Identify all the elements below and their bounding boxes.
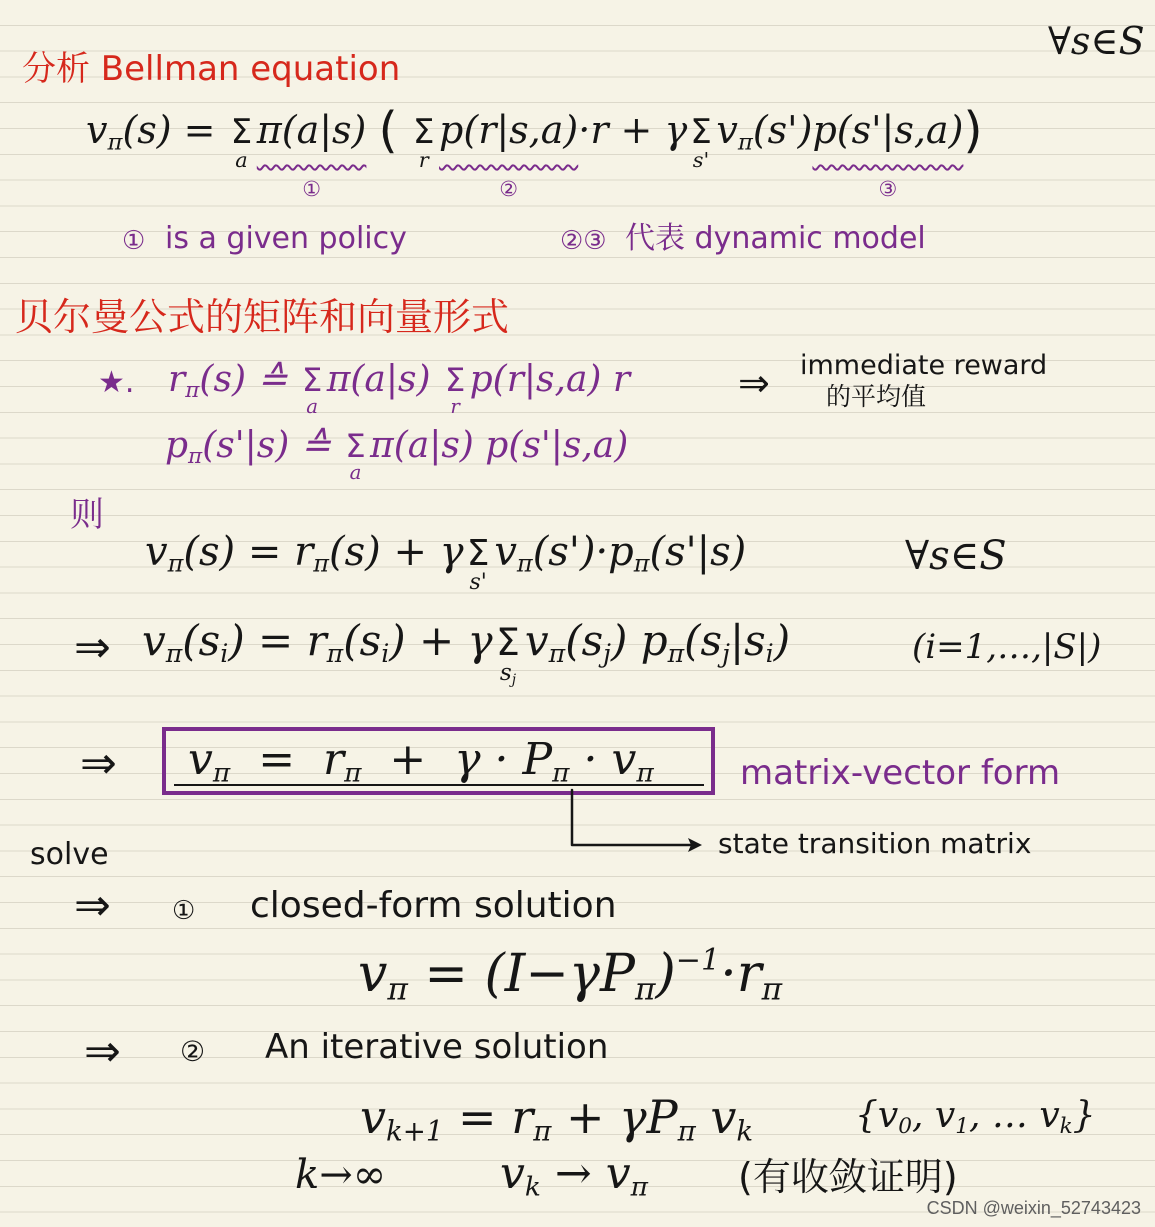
implies-arrow-icon: ⇒ [74, 622, 111, 673]
math-text: {v [855, 1095, 899, 1136]
math-text: ) [655, 944, 676, 1004]
section-title-matrix-form: 贝尔曼公式的矩阵和向量形式 [15, 295, 510, 339]
summation-index: r [418, 147, 429, 172]
math-subscript: i [220, 639, 229, 669]
summation [496, 620, 520, 689]
math-text: v [142, 616, 166, 665]
math-subscript: π [387, 971, 408, 1008]
summation-sign: Σ [345, 427, 366, 465]
summation [230, 112, 253, 172]
summation-sign: Σ [412, 112, 435, 153]
state-transition-matrix-label: state transition matrix [718, 827, 1032, 860]
math-text: (s) + γ [328, 529, 464, 575]
big-parenthesis: ( [378, 101, 398, 159]
math-text: } [1072, 1095, 1096, 1136]
math-subscript: k+1 [386, 1114, 444, 1148]
summation [301, 361, 323, 418]
math-subscript: π [107, 129, 123, 156]
section-title-bellman-analysis: 分析 Bellman equation [22, 49, 401, 89]
note-model-text: 代表 dynamic model [625, 221, 926, 256]
math-text: + γP [551, 1090, 678, 1144]
note-policy-text: is a given policy [165, 221, 407, 256]
math-text: = r [443, 1090, 534, 1144]
math-text: (s [343, 616, 382, 665]
implies-arrow-icon: ⇒ [84, 1026, 121, 1077]
math-subscript: k [524, 1171, 541, 1203]
summation-sign: Σ [444, 361, 466, 399]
math-subscript: π [630, 1171, 648, 1203]
math-text: , v [912, 1095, 956, 1136]
implies-arrow-icon: ⇒ [74, 880, 111, 931]
math-subscript: j [603, 639, 611, 669]
summation [444, 361, 466, 418]
matrix-vector-form-label: matrix-vector form [740, 753, 1061, 793]
math-subscript: 0 [898, 1114, 912, 1140]
then-label: 则 [70, 495, 104, 535]
math-subscript: j [511, 672, 517, 689]
math-subscript: π [737, 129, 753, 156]
note-model-numbers: ②③ [560, 226, 607, 256]
summation-index: r [450, 394, 460, 418]
big-parenthesis: ) [963, 101, 983, 159]
math-subscript: π [185, 378, 200, 404]
matrix-vector-equation [188, 734, 654, 789]
iterative-title: An iterative solution [265, 1027, 609, 1067]
math-text: (s) = [122, 108, 228, 153]
math-text: (s [565, 616, 604, 665]
math-text: v [524, 616, 549, 665]
math-text: v [188, 734, 213, 785]
math-text: (s'|s) ≙ [202, 425, 343, 466]
math-text: (s) = r [183, 529, 314, 575]
math-text: ) + γ [389, 616, 493, 665]
math-text: v [86, 108, 108, 153]
implies-arrow-icon: ⇒ [738, 361, 770, 405]
math-text: (s') [752, 108, 813, 153]
term-number-label: ① [302, 177, 321, 202]
closed-form-title: closed-form solution [250, 885, 617, 926]
summation-index: s' [692, 147, 710, 172]
math-subscript: π [633, 549, 650, 578]
index-range: (i=1,…,|S|) [912, 627, 1102, 667]
math-subscript: π [677, 1114, 696, 1148]
implies-arrow-icon: ⇒ [80, 738, 117, 789]
reward-note-english: immediate reward [800, 350, 1048, 381]
math-subscript: π [552, 757, 570, 789]
summation-sign: Σ [301, 361, 323, 399]
elementwise-bellman-equation [145, 529, 747, 596]
math-text: v [145, 529, 168, 575]
math-subscript: π [188, 444, 203, 470]
math-text: s [499, 660, 512, 687]
watermark: CSDN @weixin_52743423 [926, 1198, 1141, 1218]
convergence-expression [500, 1148, 648, 1203]
summation-sign: Σ [690, 112, 712, 153]
iterative-number: ② [180, 1035, 206, 1068]
pointer-arrow-icon [560, 780, 710, 860]
summation-sign: Σ [466, 533, 490, 574]
math-text: v [716, 108, 738, 153]
math-subscript: π [212, 757, 231, 789]
math-text: · v [569, 734, 637, 785]
math-text: v [500, 1148, 525, 1199]
closed-form-number: ① [172, 896, 196, 926]
transition-definition [165, 425, 629, 484]
math-text: π(a|s) p(s'|s,a) [370, 425, 629, 466]
summation-index: a [235, 147, 248, 172]
math-text: → v [540, 1148, 631, 1199]
underlined-term: p(r|s,a) ② [439, 108, 579, 202]
math-text: , … v [968, 1095, 1060, 1136]
math-subscript: π [167, 549, 184, 578]
math-subscript: 1 [955, 1114, 969, 1140]
summation-index: s' [469, 570, 487, 596]
underlined-term: π(a|s) ① [256, 108, 367, 202]
summation [466, 533, 490, 596]
math-text: = (I−γP [407, 944, 635, 1004]
note-policy-number: ① [122, 226, 146, 256]
math-subscript: π [326, 639, 344, 669]
math-text: ) = r [228, 616, 327, 665]
math-text: p(r|s,a) r [469, 359, 631, 400]
limit-expression: k→∞ [295, 1152, 387, 1198]
math-text: ·r [720, 944, 762, 1004]
math-text: ) p [610, 616, 668, 665]
math-text: v [494, 529, 517, 575]
convergence-proof-note: (有收敛证明) [738, 1155, 958, 1199]
math-text: ·r + γ [578, 108, 688, 153]
math-subscript: π [165, 639, 183, 669]
math-text: (s) ≙ [199, 359, 300, 400]
math-subscript: π [516, 549, 533, 578]
math-text [398, 108, 410, 152]
iterative-equation [360, 1090, 754, 1148]
math-subscript: π [313, 549, 329, 578]
reward-note-chinese: 的平均值 [826, 382, 927, 411]
math-subscript: k [736, 1114, 754, 1148]
math-text: v [360, 1090, 386, 1144]
math-subscript: π [761, 971, 783, 1008]
math-subscript: π [344, 757, 362, 789]
math-text: |s [729, 616, 766, 665]
math-text: (s'|s) [649, 529, 747, 575]
math-text: = r [230, 734, 345, 785]
iterate-sequence [855, 1095, 1096, 1140]
math-subscript: i [381, 639, 390, 669]
math-subscript: j [722, 639, 730, 669]
summation-index [499, 660, 517, 689]
math-text: v [358, 944, 388, 1004]
closed-form-equation [358, 942, 783, 1008]
math-subscript: π [533, 1114, 552, 1148]
math-text [366, 108, 378, 152]
math-text: (s')·p [532, 529, 634, 575]
summation-sign: Σ [496, 620, 520, 664]
underlined-term: p(s'|s,a) ③ [812, 108, 964, 202]
elementwise-quantifier: ∀s∈S [905, 533, 1007, 579]
math-subscript: i [765, 639, 774, 669]
for-all-states-quantifier: ∀s∈S [1048, 19, 1145, 63]
math-text: (s [684, 616, 723, 665]
summation-index: a [306, 394, 319, 418]
solve-label: solve [30, 837, 109, 872]
summation [345, 427, 366, 484]
summation [412, 112, 435, 172]
term-number-label: ② [499, 177, 519, 202]
math-text: ) [773, 616, 791, 665]
reward-definition [168, 359, 631, 418]
summation [690, 112, 712, 172]
star-icon: ★. [98, 365, 135, 400]
math-subscript: π [636, 757, 654, 789]
math-subscript: π [634, 971, 656, 1008]
term-number-label: ③ [878, 177, 898, 202]
summation-sign: Σ [230, 112, 253, 153]
math-text: r [168, 359, 186, 400]
indexed-bellman-equation [142, 616, 791, 689]
math-text: π(a|s) [326, 359, 442, 400]
pointer-arrow-line [572, 790, 692, 845]
math-subscript: π [667, 639, 685, 669]
math-superscript: −1 [675, 942, 721, 978]
math-text: v [695, 1090, 737, 1144]
bellman-equation [86, 101, 983, 202]
math-text: + γ · P [361, 734, 553, 785]
summation-index: a [349, 460, 362, 484]
math-subscript: π [548, 639, 566, 669]
math-text: (s [182, 616, 221, 665]
math-text: p [165, 425, 189, 466]
math-subscript: k [1059, 1114, 1073, 1140]
